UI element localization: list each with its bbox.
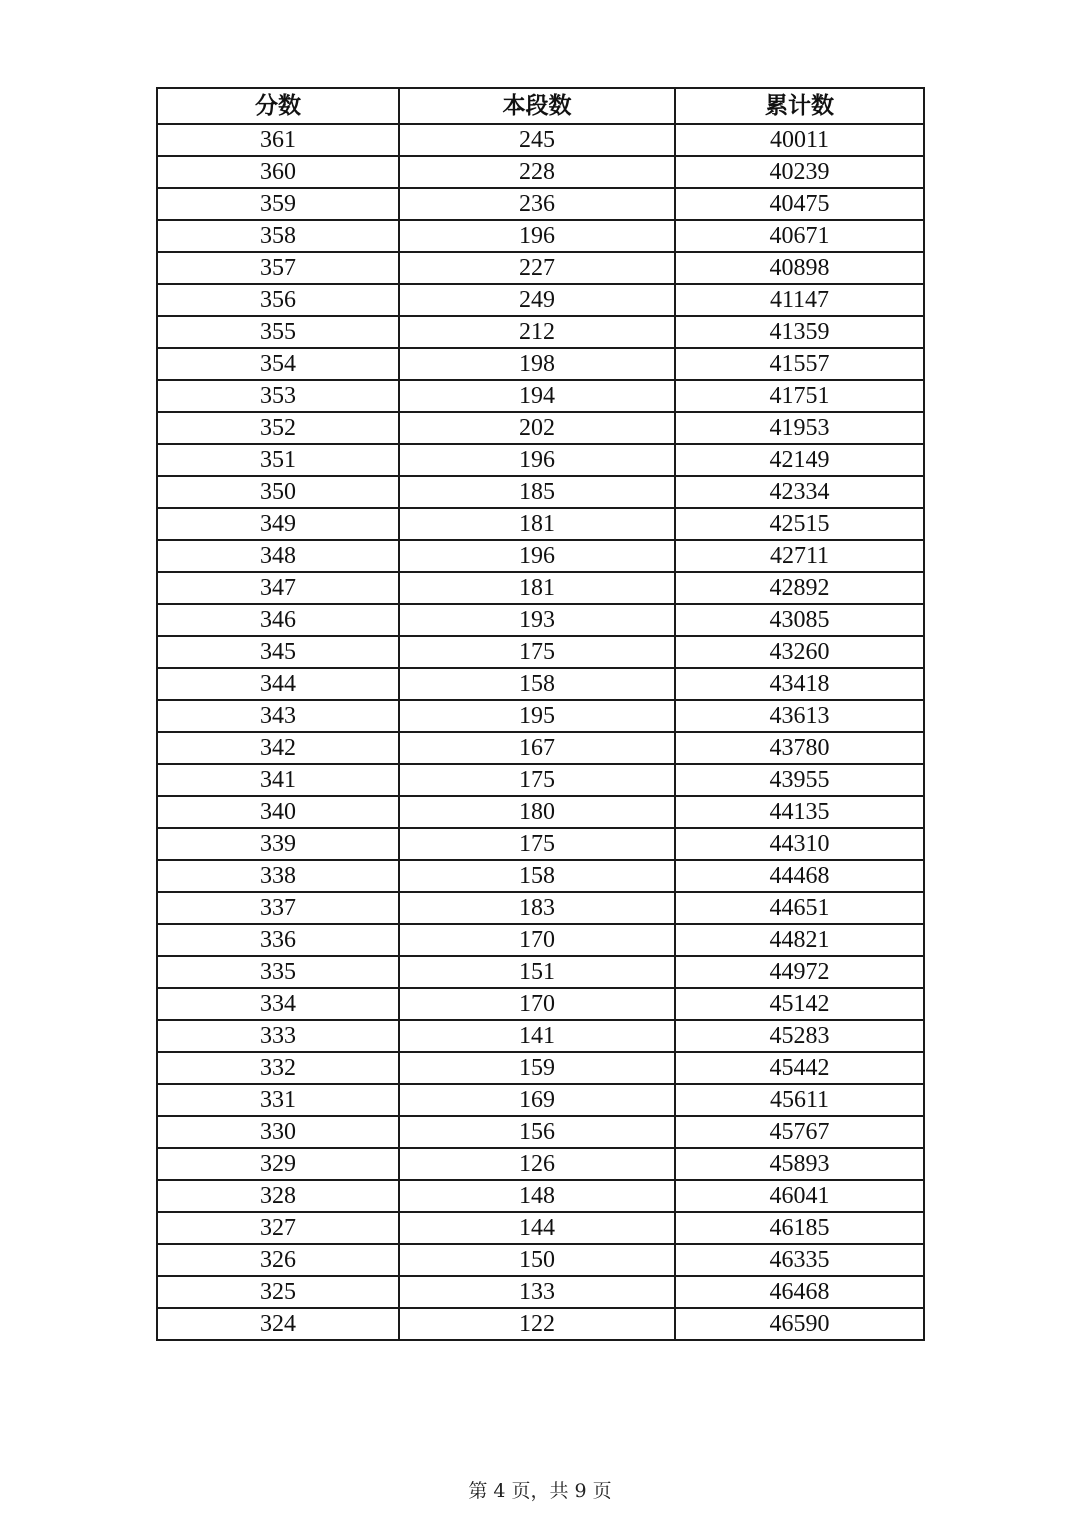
cell-cumulative-count: 45442 bbox=[675, 1052, 924, 1084]
table-row bbox=[157, 1276, 924, 1308]
cell-segment-count: 170 bbox=[399, 924, 675, 956]
cell-score: 351 bbox=[157, 444, 399, 476]
cell-cumulative-count: 40671 bbox=[675, 220, 924, 252]
cell-score: 338 bbox=[157, 860, 399, 892]
table-row bbox=[157, 860, 924, 892]
cell-cumulative-count: 42334 bbox=[675, 476, 924, 508]
cell-cumulative-count: 45611 bbox=[675, 1084, 924, 1116]
table-row bbox=[157, 1020, 924, 1052]
cell-segment-count: 194 bbox=[399, 380, 675, 412]
cell-cumulative-count: 40011 bbox=[675, 124, 924, 156]
cell-cumulative-count: 46335 bbox=[675, 1244, 924, 1276]
cell-segment-count: 249 bbox=[399, 284, 675, 316]
cell-segment-count: 126 bbox=[399, 1148, 675, 1180]
cell-segment-count: 141 bbox=[399, 1020, 675, 1052]
table-row bbox=[157, 220, 924, 252]
cell-cumulative-count: 44310 bbox=[675, 828, 924, 860]
table-row bbox=[157, 444, 924, 476]
cell-cumulative-count: 41359 bbox=[675, 316, 924, 348]
cell-cumulative-count: 45283 bbox=[675, 1020, 924, 1052]
cell-segment-count: 158 bbox=[399, 668, 675, 700]
cell-segment-count: 185 bbox=[399, 476, 675, 508]
cell-segment-count: 228 bbox=[399, 156, 675, 188]
cell-score: 348 bbox=[157, 540, 399, 572]
header-segment-count: 本段数 bbox=[399, 88, 675, 124]
cell-score: 328 bbox=[157, 1180, 399, 1212]
table-row bbox=[157, 1180, 924, 1212]
cell-score: 349 bbox=[157, 508, 399, 540]
table-row bbox=[157, 764, 924, 796]
cell-cumulative-count: 42711 bbox=[675, 540, 924, 572]
cell-cumulative-count: 44651 bbox=[675, 892, 924, 924]
cell-cumulative-count: 44972 bbox=[675, 956, 924, 988]
cell-score: 325 bbox=[157, 1276, 399, 1308]
cell-segment-count: 196 bbox=[399, 540, 675, 572]
cell-cumulative-count: 43955 bbox=[675, 764, 924, 796]
table-row bbox=[157, 284, 924, 316]
cell-cumulative-count: 41147 bbox=[675, 284, 924, 316]
cell-cumulative-count: 41557 bbox=[675, 348, 924, 380]
cell-cumulative-count: 46590 bbox=[675, 1308, 924, 1340]
table-row bbox=[157, 156, 924, 188]
cell-segment-count: 159 bbox=[399, 1052, 675, 1084]
cell-score: 342 bbox=[157, 732, 399, 764]
cell-score: 359 bbox=[157, 188, 399, 220]
cell-score: 354 bbox=[157, 348, 399, 380]
cell-segment-count: 158 bbox=[399, 860, 675, 892]
cell-segment-count: 156 bbox=[399, 1116, 675, 1148]
table-row bbox=[157, 572, 924, 604]
table-row bbox=[157, 924, 924, 956]
page-footer: 第 4 页，共 9 页 bbox=[468, 1480, 612, 1502]
cell-segment-count: 167 bbox=[399, 732, 675, 764]
cell-cumulative-count: 46185 bbox=[675, 1212, 924, 1244]
cell-segment-count: 122 bbox=[399, 1308, 675, 1340]
cell-score: 361 bbox=[157, 124, 399, 156]
table-row bbox=[157, 412, 924, 444]
table-row bbox=[157, 1148, 924, 1180]
cell-score: 346 bbox=[157, 604, 399, 636]
cell-cumulative-count: 43260 bbox=[675, 636, 924, 668]
cell-segment-count: 202 bbox=[399, 412, 675, 444]
cell-score: 334 bbox=[157, 988, 399, 1020]
table-row bbox=[157, 892, 924, 924]
cell-segment-count: 148 bbox=[399, 1180, 675, 1212]
cell-score: 324 bbox=[157, 1308, 399, 1340]
cell-segment-count: 181 bbox=[399, 572, 675, 604]
cell-score: 360 bbox=[157, 156, 399, 188]
table-row bbox=[157, 540, 924, 572]
table-row bbox=[157, 348, 924, 380]
cell-score: 332 bbox=[157, 1052, 399, 1084]
cell-score: 341 bbox=[157, 764, 399, 796]
cell-cumulative-count: 44468 bbox=[675, 860, 924, 892]
cell-score: 329 bbox=[157, 1148, 399, 1180]
cell-cumulative-count: 41953 bbox=[675, 412, 924, 444]
table-row bbox=[157, 476, 924, 508]
table-row bbox=[157, 1052, 924, 1084]
score-distribution-table bbox=[156, 87, 925, 1341]
table-row bbox=[157, 700, 924, 732]
cell-cumulative-count: 41751 bbox=[675, 380, 924, 412]
cell-cumulative-count: 40475 bbox=[675, 188, 924, 220]
cell-score: 331 bbox=[157, 1084, 399, 1116]
cell-cumulative-count: 40898 bbox=[675, 252, 924, 284]
table-row bbox=[157, 124, 924, 156]
cell-cumulative-count: 44821 bbox=[675, 924, 924, 956]
table-row bbox=[157, 1116, 924, 1148]
cell-segment-count: 175 bbox=[399, 764, 675, 796]
cell-score: 336 bbox=[157, 924, 399, 956]
cell-segment-count: 181 bbox=[399, 508, 675, 540]
cell-cumulative-count: 40239 bbox=[675, 156, 924, 188]
table-row bbox=[157, 796, 924, 828]
table-row bbox=[157, 1084, 924, 1116]
table-row bbox=[157, 956, 924, 988]
cell-segment-count: 212 bbox=[399, 316, 675, 348]
cell-segment-count: 193 bbox=[399, 604, 675, 636]
table-header bbox=[157, 88, 924, 124]
cell-score: 355 bbox=[157, 316, 399, 348]
cell-cumulative-count: 43613 bbox=[675, 700, 924, 732]
cell-score: 345 bbox=[157, 636, 399, 668]
cell-segment-count: 170 bbox=[399, 988, 675, 1020]
cell-score: 333 bbox=[157, 1020, 399, 1052]
cell-segment-count: 236 bbox=[399, 188, 675, 220]
cell-score: 357 bbox=[157, 252, 399, 284]
table-row bbox=[157, 252, 924, 284]
cell-cumulative-count: 42515 bbox=[675, 508, 924, 540]
cell-cumulative-count: 45767 bbox=[675, 1116, 924, 1148]
cell-score: 350 bbox=[157, 476, 399, 508]
cell-cumulative-count: 44135 bbox=[675, 796, 924, 828]
table-row bbox=[157, 732, 924, 764]
cell-score: 352 bbox=[157, 412, 399, 444]
table-row bbox=[157, 988, 924, 1020]
cell-score: 335 bbox=[157, 956, 399, 988]
cell-segment-count: 196 bbox=[399, 220, 675, 252]
header-score: 分数 bbox=[157, 88, 399, 124]
table-row bbox=[157, 508, 924, 540]
cell-segment-count: 195 bbox=[399, 700, 675, 732]
cell-segment-count: 169 bbox=[399, 1084, 675, 1116]
cell-score: 327 bbox=[157, 1212, 399, 1244]
cell-cumulative-count: 43780 bbox=[675, 732, 924, 764]
cell-score: 358 bbox=[157, 220, 399, 252]
cell-segment-count: 150 bbox=[399, 1244, 675, 1276]
table-row bbox=[157, 1212, 924, 1244]
cell-score: 353 bbox=[157, 380, 399, 412]
cell-score: 356 bbox=[157, 284, 399, 316]
table-row bbox=[157, 316, 924, 348]
cell-cumulative-count: 46041 bbox=[675, 1180, 924, 1212]
cell-score: 330 bbox=[157, 1116, 399, 1148]
table-row bbox=[157, 636, 924, 668]
table-body bbox=[157, 124, 924, 1340]
cell-score: 339 bbox=[157, 828, 399, 860]
cell-score: 337 bbox=[157, 892, 399, 924]
header-row bbox=[157, 88, 924, 124]
table-row bbox=[157, 1244, 924, 1276]
cell-score: 347 bbox=[157, 572, 399, 604]
cell-cumulative-count: 43085 bbox=[675, 604, 924, 636]
cell-segment-count: 175 bbox=[399, 828, 675, 860]
cell-segment-count: 180 bbox=[399, 796, 675, 828]
cell-score: 326 bbox=[157, 1244, 399, 1276]
table-row bbox=[157, 668, 924, 700]
table-row bbox=[157, 828, 924, 860]
header-cumulative-count: 累计数 bbox=[675, 88, 924, 124]
cell-segment-count: 245 bbox=[399, 124, 675, 156]
table-row bbox=[157, 604, 924, 636]
cell-cumulative-count: 45142 bbox=[675, 988, 924, 1020]
cell-segment-count: 198 bbox=[399, 348, 675, 380]
cell-cumulative-count: 42892 bbox=[675, 572, 924, 604]
table-row bbox=[157, 188, 924, 220]
cell-score: 343 bbox=[157, 700, 399, 732]
cell-segment-count: 175 bbox=[399, 636, 675, 668]
table-row bbox=[157, 380, 924, 412]
cell-segment-count: 151 bbox=[399, 956, 675, 988]
cell-score: 340 bbox=[157, 796, 399, 828]
cell-segment-count: 144 bbox=[399, 1212, 675, 1244]
cell-cumulative-count: 43418 bbox=[675, 668, 924, 700]
cell-score: 344 bbox=[157, 668, 399, 700]
cell-cumulative-count: 45893 bbox=[675, 1148, 924, 1180]
cell-cumulative-count: 46468 bbox=[675, 1276, 924, 1308]
cell-segment-count: 183 bbox=[399, 892, 675, 924]
cell-segment-count: 196 bbox=[399, 444, 675, 476]
cell-cumulative-count: 42149 bbox=[675, 444, 924, 476]
cell-segment-count: 227 bbox=[399, 252, 675, 284]
table-row bbox=[157, 1308, 924, 1340]
cell-segment-count: 133 bbox=[399, 1276, 675, 1308]
